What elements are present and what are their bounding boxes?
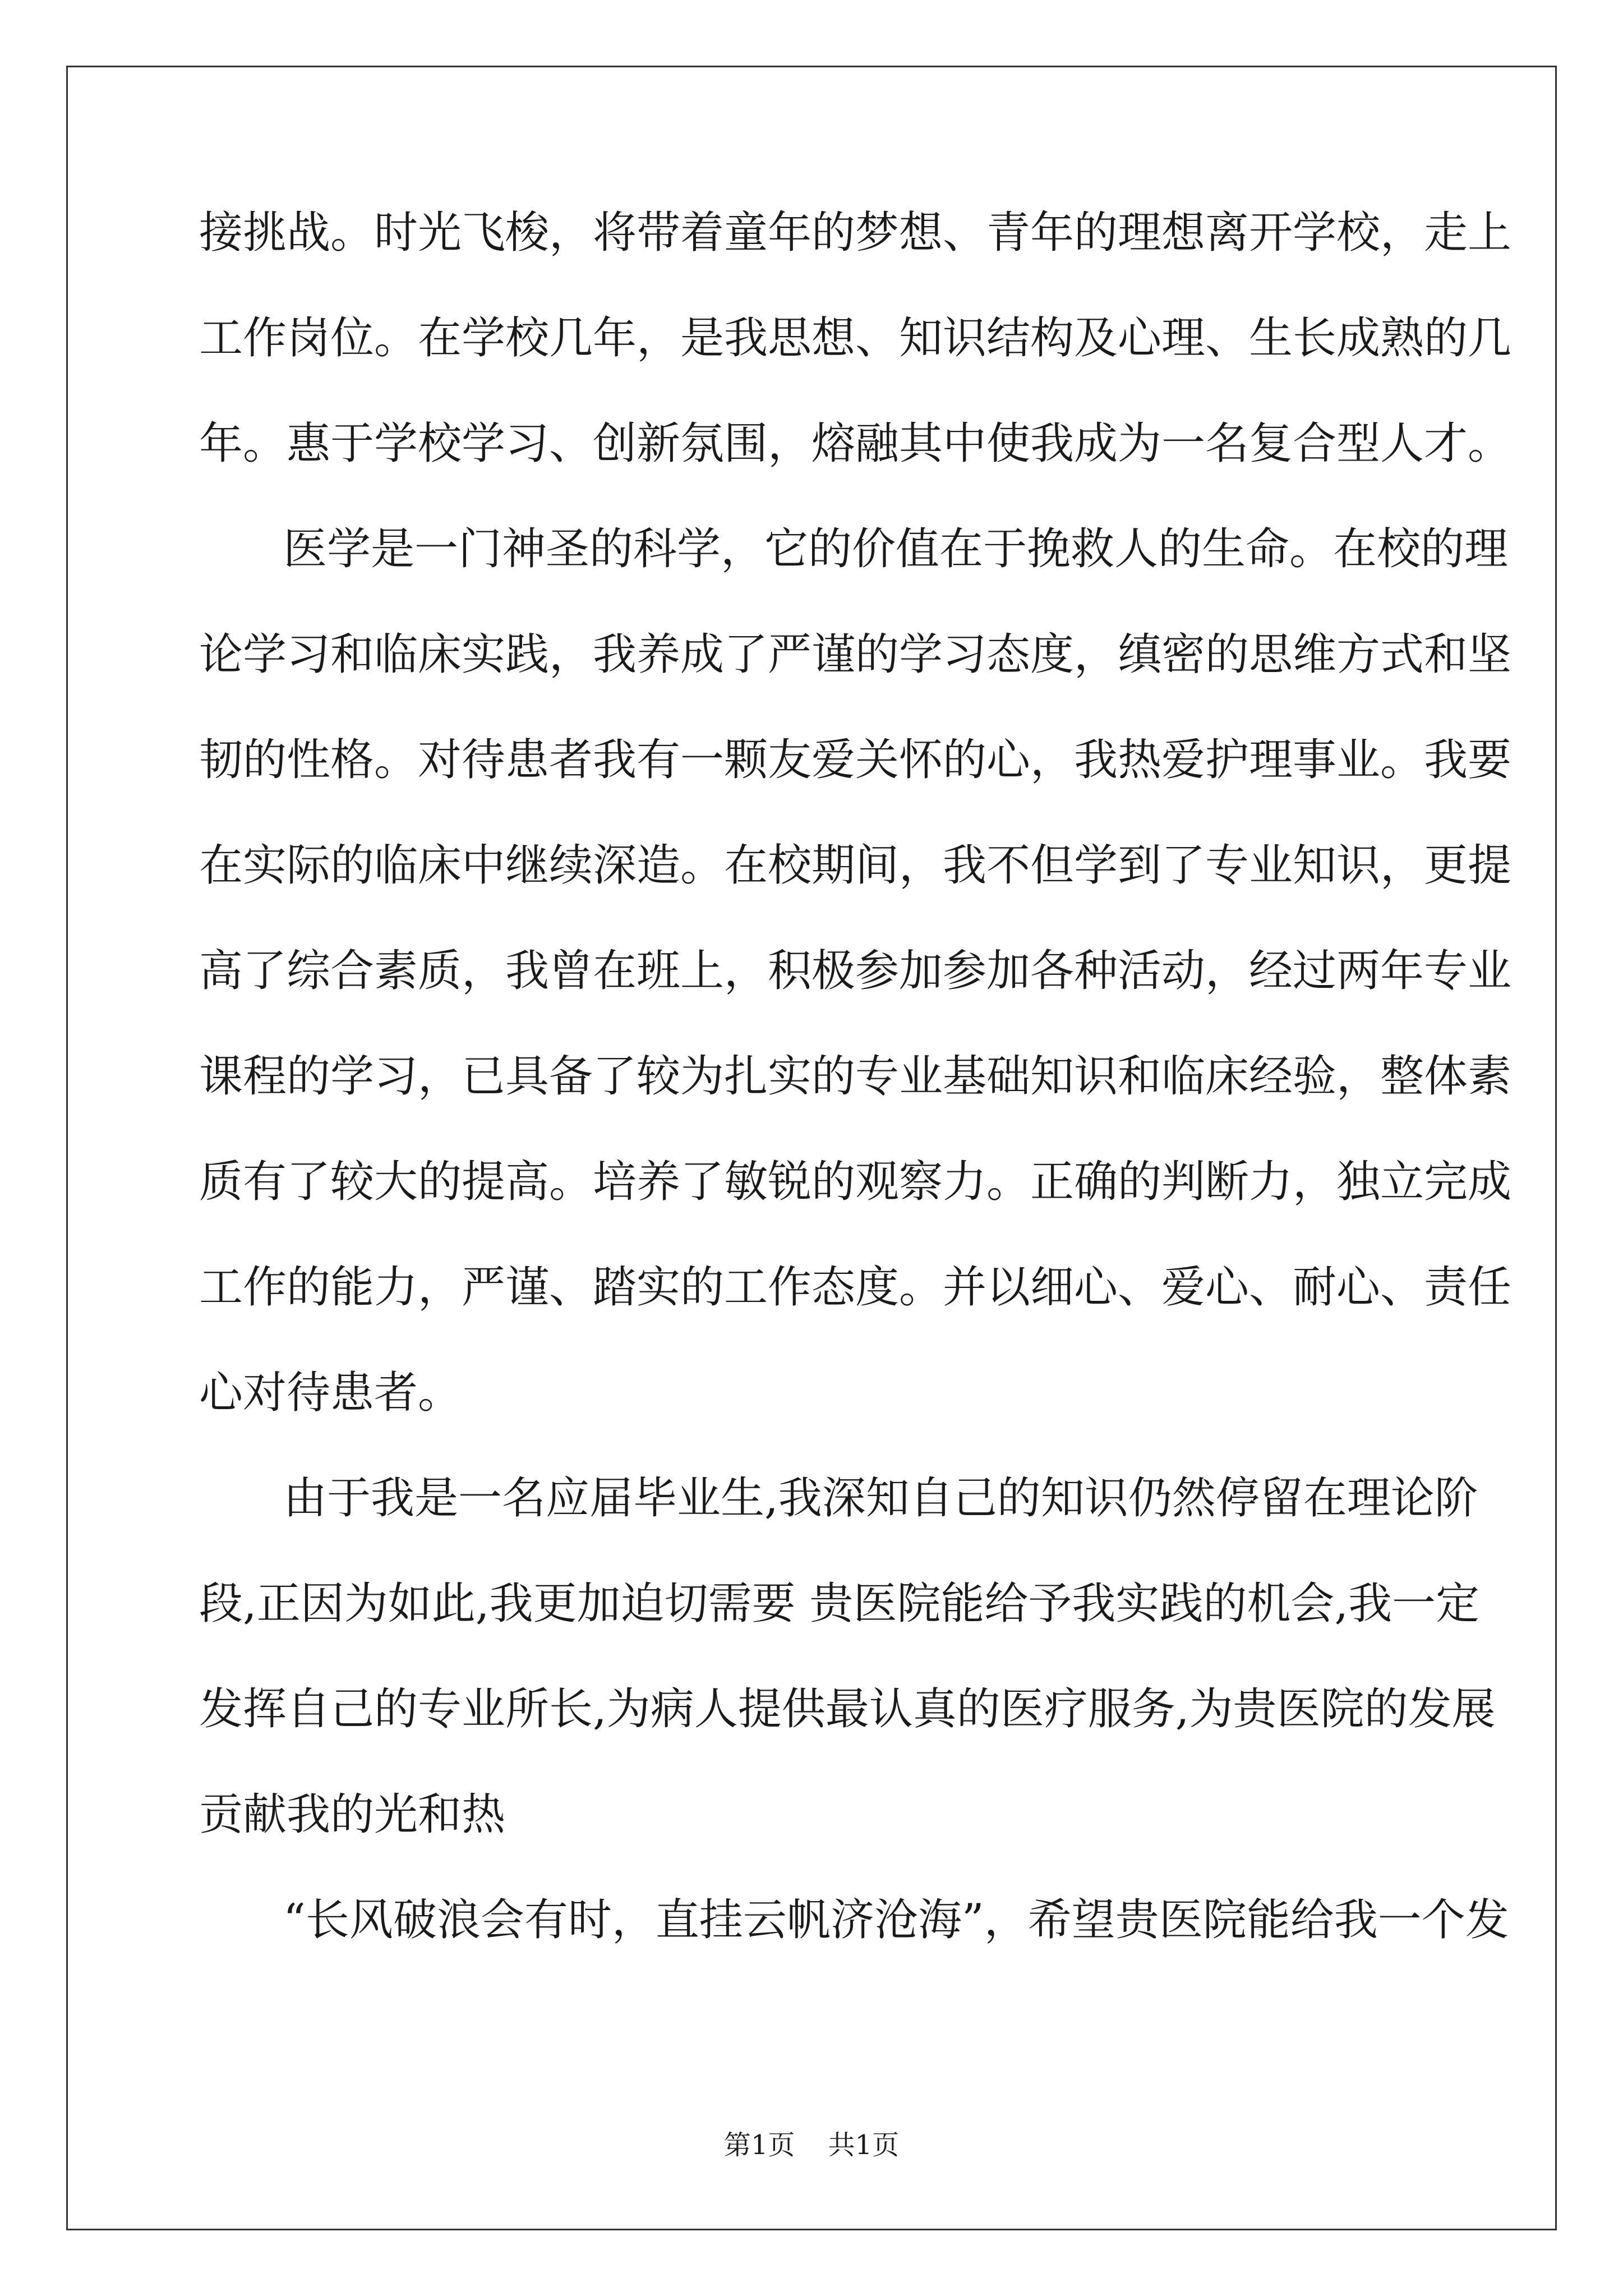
text-line: 接挑战。时光飞梭，将带着童年的梦想、青年的理想离开学校，走上 bbox=[199, 208, 1512, 258]
text-line: 段,正因为如此,我更加迫切需要 贵医院能给予我实践的机会,我一定 bbox=[199, 1579, 1480, 1629]
text-line: 课程的学习，已具备了较为扎实的专业基础知识和临床经验，整体素 bbox=[199, 1051, 1512, 1102]
text-line: 医学是一门神圣的科学，它的价值在于挽救人的生命。在校的理 bbox=[283, 524, 1509, 574]
text-line: 心对待患者。 bbox=[199, 1368, 462, 1418]
text-line: 工作的能力，严谨、踏实的工作态度。并以细心、爱心、耐心、责任 bbox=[199, 1262, 1512, 1313]
paragraph bbox=[199, 1895, 1509, 2004]
text-line: 韧的性格。对待患者我有一颗友爱关怀的心，我热爱护理事业。我要 bbox=[199, 735, 1512, 785]
text-line: 工作岗位。在学校几年，是我思想、知识结构及心理、生长成熟的几 bbox=[199, 313, 1512, 364]
text-line: 由于我是一名应届毕业生,我深知自己的知识仍然停留在理论阶 bbox=[283, 1473, 1478, 1524]
text-line: 在实际的临床中继续深造。在校期间，我不但学到了专业知识，更提 bbox=[199, 840, 1512, 891]
text-line: 年。惠于学校学习、创新氛围，熔融其中使我成为一名复合型人才。 bbox=[199, 418, 1512, 469]
paragraph bbox=[199, 524, 1512, 1476]
text-line: 质有了较大的提高。培养了敏锐的观察力。正确的判断力，独立完成 bbox=[199, 1157, 1512, 1207]
page-number: 第1页 bbox=[723, 2129, 795, 2161]
paragraph bbox=[199, 1473, 1496, 1898]
text-line: 贡献我的光和热 bbox=[199, 1789, 506, 1840]
text-line: 高了综合素质，我曾在班上，积极参加参加各种活动，经过两年专业 bbox=[199, 946, 1512, 996]
page-total: 共1页 bbox=[828, 2129, 900, 2161]
text-line: “长风破浪会有时，直挂云帆济沧海”，希望贵医院能给我一个发 bbox=[283, 1895, 1509, 1945]
document-body bbox=[199, 208, 1512, 2004]
page-footer bbox=[0, 2129, 1623, 2161]
text-line: 论学习和临床实践，我养成了严谨的学习态度，缜密的思维方式和坚 bbox=[199, 629, 1512, 680]
paragraph bbox=[199, 208, 1512, 527]
text-line: 发挥自己的专业所长,为病人提供最认真的医疗服务,为贵医院的发展 bbox=[199, 1684, 1496, 1734]
